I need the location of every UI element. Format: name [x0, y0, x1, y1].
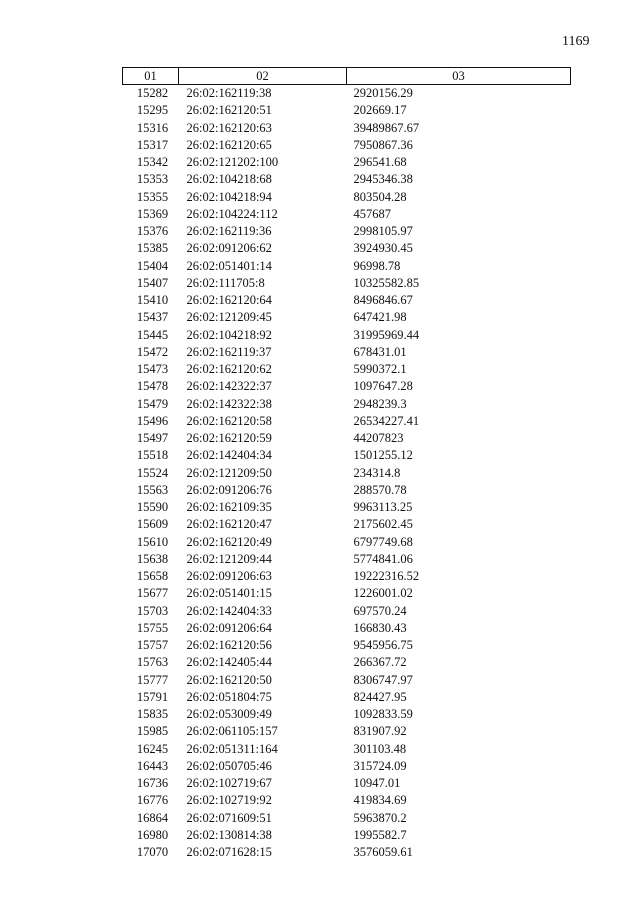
cell-amount: 9963113.25: [353, 500, 413, 514]
cell-cadastral-number: 26:02:162120:49: [186, 534, 272, 549]
cell-id: 15479: [136, 396, 169, 411]
table-row: [123, 810, 571, 827]
cell-cadastral-number: 26:02:104218:92: [186, 327, 272, 342]
table-row: [123, 120, 571, 137]
cell-amount: 2948239.3: [353, 396, 407, 411]
cell-cadastral-number: 26:02:051311:164: [186, 741, 278, 756]
cell-amount: 5990372.1: [353, 362, 407, 376]
cell-cadastral-number: 26:02:071628:15: [186, 845, 272, 859]
cell-id: 15478: [136, 379, 169, 394]
cell-cadastral-number: 26:02:104218:94: [186, 189, 272, 204]
table-row: [123, 154, 571, 171]
cell-id: 15590: [136, 500, 169, 514]
cell-amount: 5963870.2: [353, 810, 407, 825]
table-row: [123, 723, 571, 740]
cell-amount: 266367.72: [353, 655, 407, 670]
cell-cadastral-number: 26:02:162120:65: [186, 137, 272, 152]
cell-cadastral-number: 26:02:162109:35: [186, 500, 272, 514]
table-row: [123, 482, 571, 499]
table-row: [123, 706, 571, 723]
cell-amount: 39489867.67: [353, 120, 420, 135]
table-row: [123, 292, 571, 309]
cell-amount: 8496846.67: [353, 293, 413, 307]
cell-cadastral-number: 26:02:121209:44: [186, 551, 272, 566]
table-row: [123, 85, 571, 103]
cell-cadastral-number: 26:02:130814:38: [186, 827, 272, 842]
cell-cadastral-number: 26:02:162120:51: [186, 103, 272, 118]
table-row: [123, 361, 571, 378]
cell-id: 15473: [136, 362, 169, 376]
cell-amount: 44207823: [353, 431, 404, 445]
cell-cadastral-number: 26:02:091206:64: [186, 620, 272, 635]
cell-cadastral-number: 26:02:121209:45: [186, 310, 272, 325]
cell-cadastral-number: 26:02:071609:51: [186, 810, 272, 825]
table-row: [123, 344, 571, 361]
table-row: [123, 189, 571, 206]
cell-id: 15524: [136, 465, 169, 480]
cell-cadastral-number: 26:02:102719:92: [186, 793, 272, 808]
cell-amount: 6797749.68: [353, 534, 413, 549]
cell-cadastral-number: 26:02:162120:62: [186, 362, 272, 376]
cell-amount: 234314.8: [353, 465, 401, 480]
cell-cadastral-number: 26:02:162120:56: [186, 638, 272, 652]
table-row: [123, 465, 571, 482]
cell-id: 15282: [136, 86, 169, 100]
table-row: [123, 672, 571, 689]
page-number: 1169: [562, 34, 590, 49]
table-row: [123, 603, 571, 620]
cell-amount: 1995582.7: [353, 827, 407, 842]
cell-id: 16736: [136, 776, 169, 790]
cell-amount: 9545956.75: [353, 638, 413, 652]
table-row: [123, 585, 571, 602]
cell-id: 16980: [136, 827, 169, 842]
cell-amount: 31995969.44: [353, 327, 420, 342]
cell-id: 15985: [136, 724, 169, 739]
cell-amount: 2945346.38: [353, 172, 413, 187]
cell-amount: 419834.69: [353, 793, 407, 808]
table-row: [123, 378, 571, 395]
table-row: [123, 258, 571, 275]
cell-id: 16864: [136, 810, 169, 825]
table-row: [123, 275, 571, 292]
table-row: [123, 240, 571, 257]
table-row: [123, 102, 571, 119]
cell-id: 16245: [136, 741, 169, 756]
cell-cadastral-number: 26:02:051401:15: [186, 586, 272, 601]
cell-cadastral-number: 26:02:121202:100: [186, 155, 279, 169]
cell-cadastral-number: 26:02:142404:33: [186, 603, 272, 618]
cell-cadastral-number: 26:02:142322:38: [186, 396, 272, 411]
cell-cadastral-number: 26:02:142322:37: [186, 379, 272, 394]
cell-id: 15763: [136, 655, 169, 670]
cell-cadastral-number: 26:02:162119:36: [186, 224, 272, 238]
cell-id: 15316: [136, 120, 169, 135]
cell-cadastral-number: 26:02:162119:38: [186, 86, 272, 100]
cell-amount: 831907.92: [353, 724, 407, 739]
cell-amount: 2998105.97: [353, 224, 413, 238]
cell-id: 16776: [136, 793, 169, 808]
cell-amount: 647421.98: [353, 310, 407, 325]
cell-cadastral-number: 26:02:162120:63: [186, 120, 272, 135]
table-row: [123, 171, 571, 188]
table-body: [123, 85, 571, 862]
table-row: [123, 741, 571, 758]
cell-cadastral-number: 26:02:142404:34: [186, 448, 272, 463]
cell-cadastral-number: 26:02:162119:37: [186, 344, 272, 359]
cell-cadastral-number: 26:02:053009:49: [186, 707, 272, 721]
cell-cadastral-number: 26:02:061105:157: [186, 724, 278, 739]
table-row: [123, 430, 571, 447]
cell-cadastral-number: 26:02:104218:68: [186, 172, 272, 187]
table-row: [123, 396, 571, 413]
table-row: [123, 137, 571, 154]
cell-id: 15353: [136, 172, 169, 187]
cell-amount: 457687: [353, 206, 391, 221]
cell-cadastral-number: 26:02:051804:75: [186, 689, 272, 704]
cell-amount: 7950867.36: [353, 137, 413, 152]
cell-amount: 19222316.52: [353, 569, 420, 583]
cell-id: 15609: [136, 517, 169, 532]
cell-id: 15342: [136, 155, 169, 169]
cell-id: 17070: [136, 845, 169, 859]
table-row: [123, 413, 571, 430]
cell-amount: 166830.43: [353, 620, 407, 635]
cell-id: 15355: [136, 189, 169, 204]
cell-id: 15472: [136, 344, 169, 359]
cell-id: 15677: [136, 586, 169, 601]
table-row: [123, 654, 571, 671]
cell-id: 16443: [136, 758, 169, 773]
cell-amount: 10947.01: [353, 776, 401, 790]
cell-id: 15777: [136, 672, 169, 687]
cell-id: 15445: [136, 327, 169, 342]
cell-id: 15295: [136, 103, 169, 118]
cell-amount: 5774841.06: [353, 551, 413, 566]
header-cell-01: 01: [123, 68, 179, 85]
cell-amount: 202669.17: [353, 103, 407, 118]
cell-id: 15610: [136, 534, 169, 549]
cell-cadastral-number: 26:02:142405:44: [186, 655, 272, 670]
cell-id: 15835: [136, 707, 169, 721]
cell-cadastral-number: 26:02:111705:8: [186, 275, 265, 290]
cell-id: 15404: [136, 258, 169, 273]
cell-id: 15317: [136, 137, 169, 152]
table-row: [123, 516, 571, 533]
cell-cadastral-number: 26:02:091206:62: [186, 241, 272, 256]
cell-amount: 315724.09: [353, 758, 407, 773]
cell-cadastral-number: 26:02:162120:50: [186, 672, 272, 687]
cell-amount: 3924930.45: [353, 241, 413, 256]
cell-amount: 1092833.59: [353, 707, 413, 721]
cell-id: 15496: [136, 413, 169, 428]
cell-cadastral-number: 26:02:051401:14: [186, 258, 272, 273]
cell-amount: 10325582.85: [353, 275, 420, 290]
cell-cadastral-number: 26:02:091206:76: [186, 482, 272, 497]
cell-amount: 26534227.41: [353, 413, 420, 428]
table-row: [123, 447, 571, 464]
cell-id: 15376: [136, 224, 169, 238]
header-cell-03: 03: [347, 68, 571, 85]
cell-id: 15369: [136, 206, 169, 221]
cell-id: 15755: [136, 620, 169, 635]
cell-amount: 96998.78: [353, 258, 401, 273]
cell-amount: 824427.95: [353, 689, 407, 704]
table-row: [123, 499, 571, 516]
cell-cadastral-number: 26:02:162120:64: [186, 293, 272, 307]
table-row: [123, 844, 571, 861]
table-row: [123, 792, 571, 809]
table-row: [123, 568, 571, 585]
table-row: [123, 637, 571, 654]
table-row: [123, 309, 571, 326]
cell-id: 15658: [136, 569, 169, 583]
table-row: [123, 620, 571, 637]
cell-id: 15410: [136, 293, 169, 307]
header-row: [123, 68, 571, 85]
cell-id: 15638: [136, 551, 169, 566]
table-row: [123, 551, 571, 568]
cell-cadastral-number: 26:02:162120:59: [186, 431, 272, 445]
table-row: [123, 534, 571, 551]
cell-id: 15497: [136, 431, 169, 445]
table-row: [123, 327, 571, 344]
cell-amount: 3576059.61: [353, 845, 413, 859]
cell-amount: 2920156.29: [353, 86, 413, 100]
cell-id: 15385: [136, 241, 169, 256]
data-table: [122, 67, 571, 861]
cell-amount: 2175602.45: [353, 517, 413, 532]
table-row: [123, 827, 571, 844]
cell-amount: 8306747.97: [353, 672, 413, 687]
table-row: [123, 206, 571, 223]
cell-amount: 1501255.12: [353, 448, 413, 463]
cell-amount: 803504.28: [353, 189, 407, 204]
table-row: [123, 223, 571, 240]
cell-id: 15437: [136, 310, 169, 325]
cell-id: 15757: [136, 638, 169, 652]
table-row: [123, 775, 571, 792]
cell-cadastral-number: 26:02:050705:46: [186, 758, 272, 773]
cell-id: 15563: [136, 482, 169, 497]
cell-cadastral-number: 26:02:121209:50: [186, 465, 272, 480]
cell-amount: 1097647.28: [353, 379, 413, 394]
cell-amount: 1226001.02: [353, 586, 413, 601]
cell-cadastral-number: 26:02:104224:112: [186, 206, 278, 221]
cell-amount: 697570.24: [353, 603, 407, 618]
cell-id: 15518: [136, 448, 169, 463]
cell-amount: 296541.68: [353, 155, 407, 169]
cell-amount: 301103.48: [353, 741, 407, 756]
header-cell-02: 02: [179, 68, 347, 85]
cell-cadastral-number: 26:02:162120:47: [186, 517, 272, 532]
cell-id: 15703: [136, 603, 169, 618]
cell-cadastral-number: 26:02:091206:63: [186, 569, 272, 583]
cell-amount: 678431.01: [353, 344, 407, 359]
table-header: [123, 68, 571, 85]
cell-id: 15791: [136, 689, 169, 704]
cell-cadastral-number: 26:02:162120:58: [186, 413, 272, 428]
table-row: [123, 758, 571, 775]
cell-cadastral-number: 26:02:102719:67: [186, 776, 272, 790]
table-row: [123, 689, 571, 706]
cell-id: 15407: [136, 275, 169, 290]
cell-amount: 288570.78: [353, 482, 407, 497]
